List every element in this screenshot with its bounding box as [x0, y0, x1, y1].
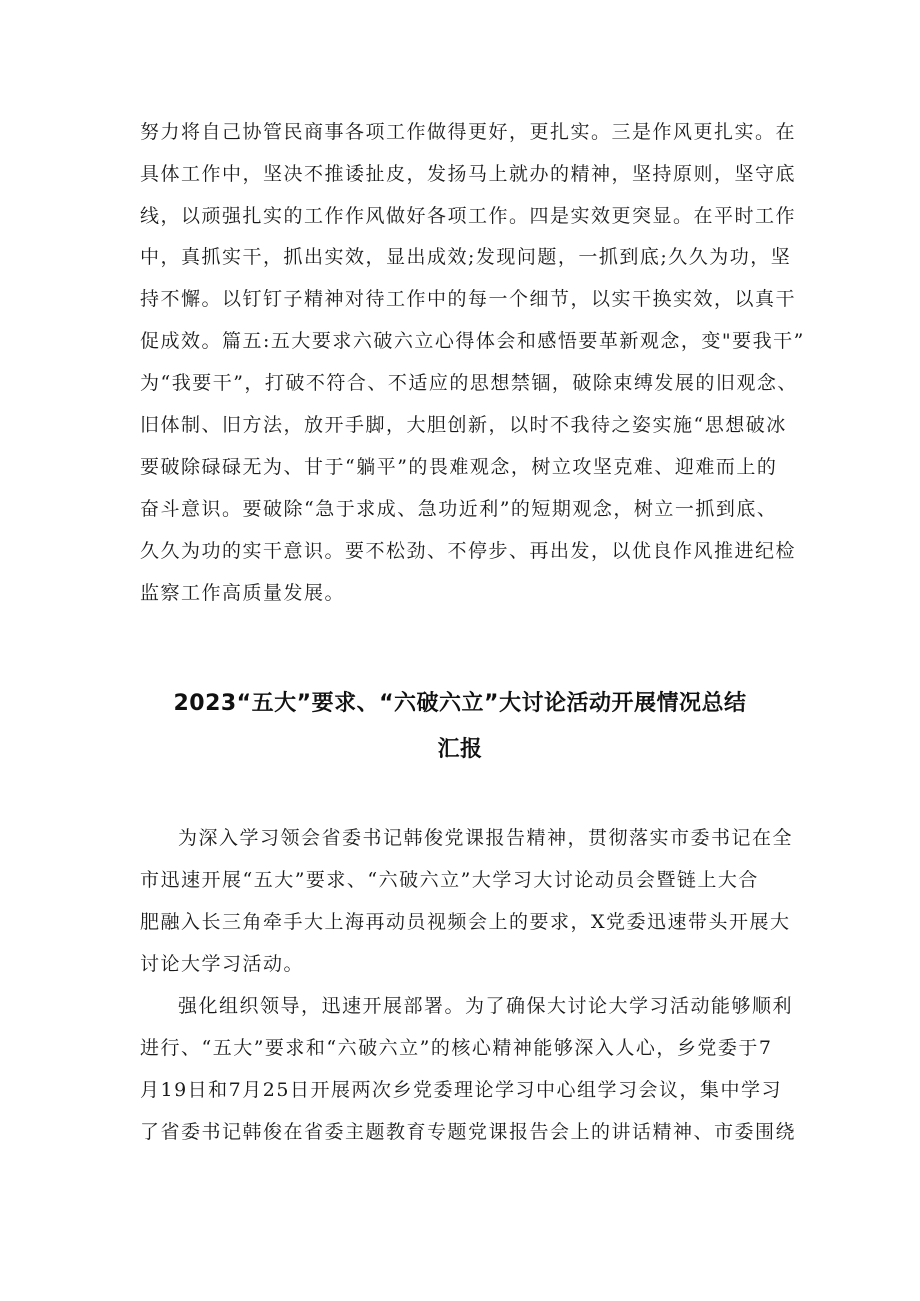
paragraph-line: 了省委书记韩俊在省委主题教育专题党课报告会上的讲话精神、市委围绕 — [140, 1121, 797, 1143]
paragraph-line: 强化组织领导，迅速开展部署。为了确保大讨论大学习活动能够顺利 — [178, 995, 794, 1017]
document-title: 2023“五大”要求、“六破六立”大讨论活动开展情况总结 — [173, 691, 747, 716]
paragraph-line: 为“我要干”，打破不符合、不适应的思想禁锢，破除束缚发展的旧观念、 — [140, 372, 798, 394]
paragraph-line: 具体工作中，坚决不推诿扯皮，发扬马上就办的精神，坚持原则，坚守底 — [140, 163, 797, 185]
paragraph-line: 奋斗意识。要破除“急于求成、急功近利”的短期观念，树立一抓到底、 — [140, 498, 778, 520]
paragraph-line: 中，真抓实干，抓出实效，显出成效;发现问题，一抓到底;久久为功，坚 — [140, 246, 792, 268]
paragraph-line: 线，以顽强扎实的工作作风做好各项工作。四是实效更突显。在平时工作 — [140, 205, 797, 227]
document-title-continued: 汇报 — [437, 737, 483, 762]
paragraph-line: 努力将自己协管民商事各项工作做得更好，更扎实。三是作风更扎实。在 — [140, 121, 797, 143]
paragraph-line: 讨论大学习活动。 — [140, 953, 305, 975]
paragraph-line: 肥融入长三角牵手大上海再动员视频会上的要求，X党委迅速带头开展大 — [140, 911, 791, 933]
paragraph-line: 进行、“五大”要求和“六破六立”的核心精神能够深入人心，乡党委于7 — [140, 1037, 773, 1059]
paragraph-line: 旧体制、旧方法，放开手脚，大胆创新，以时不我待之姿实施“思想破冰 — [140, 414, 787, 436]
paragraph-line: 市迅速开展“五大”要求、“六破六立”大学习大讨论动员会暨链上大合 — [140, 869, 759, 891]
paragraph-line: 月19日和7月25日开展两次乡党委理论学习中心组学习会议，集中学习 — [140, 1079, 782, 1101]
paragraph-line: 促成效。篇五:五大要求六破六立心得体会和感悟要革新观念，变"要我干” — [140, 330, 805, 352]
paragraph-line: 久久为功的实干意识。要不松劲、不停步、再出发，以优良作风推进纪检 — [140, 540, 797, 562]
paragraph-line: 为深入学习领会省委书记韩俊党课报告精神，贯彻落实市委书记在全 — [178, 827, 794, 849]
paragraph-line: 持不懈。以钉钉子精神对待工作中的每一个细节，以实干换实效，以真干 — [140, 288, 797, 310]
paragraph-line: 监察工作高质量发展。 — [140, 582, 346, 604]
paragraph-line: 要破除碌碌无为、甘于“躺平”的畏难观念，树立攻坚克难、迎难而上的 — [140, 456, 778, 478]
